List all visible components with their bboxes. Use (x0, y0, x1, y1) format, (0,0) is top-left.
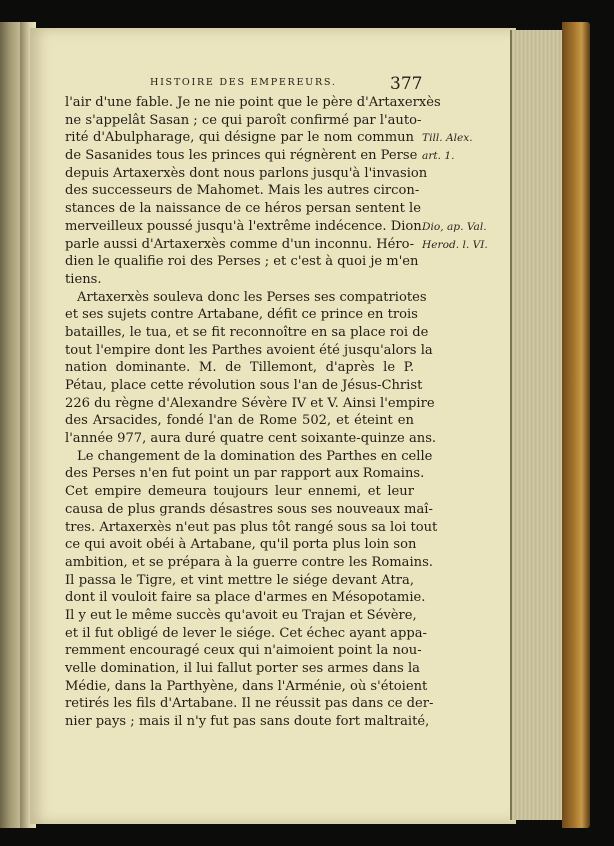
text-line: merveilleux poussé jusqu'à l'extrême indécence. Dion (65, 218, 422, 234)
text-line: Cet empire demeura toujours leur ennemi, et leur (65, 484, 414, 500)
text-line: des Arsacides, fondé l'an de Rome 502, et éteint en (65, 413, 414, 429)
text-line: 226 du règne d'Alexandre Sévère IV et V. Ainsi l'empire (65, 395, 435, 411)
text-line: des successeurs de Mahomet. Mais les autres circon- (65, 183, 420, 199)
text-line: retirés les fils d'Artabane. Il ne réussit pas dans ce der- (65, 696, 434, 712)
text-line: Le changement de la domination des Parthes en celle (77, 448, 433, 464)
text-line: Il passa le Tigre, et vint mettre le siége devant Atra, (65, 572, 414, 588)
text-line: l'année 977, aura duré quatre cent soixante-quinze ans. (65, 431, 437, 447)
text-line: et il fut obligé de lever le siége. Cet échec ayant appa- (65, 625, 427, 641)
text-line: Médie, dans la Parthyène, dans l'Arménie, où s'étoient (65, 678, 428, 694)
text-line: dont il vouloit faire sa place d'armes en Mésopotamie. (65, 590, 426, 606)
text-line: remment encouragé ceux qui n'aimoient point la nou- (65, 643, 422, 659)
text-line: et ses sujets contre Artabane, défit ce prince en trois (65, 307, 418, 323)
text-line: tiens. (65, 271, 102, 287)
text-line: ne s'appelât Sasan ; ce qui paroît confirmé par l'auto- (65, 112, 422, 128)
text-line: parle aussi d'Artaxerxès comme d'un inconnu. Héro- (65, 236, 414, 252)
text-line: nation dominante. M. de Tillemont, d'après le P. (65, 360, 414, 376)
text-line: tres. Artaxerxès n'eut pas plus tôt rangé sous sa loi tout (65, 519, 438, 535)
text-line: velle domination, il lui fallut porter ses armes dans la (65, 661, 420, 676)
text-line: Pétau, place cette révolution sous l'an de Jésus-Christ (65, 378, 423, 393)
text-line: de Sasanides tous les princes qui régnèrent en Perse (65, 148, 418, 164)
margin-note: Till. Alex. (422, 132, 473, 145)
running-head: HISTOIRE DES EMPEREURS. (150, 77, 337, 88)
text-line: tout l'empire dont les Parthes avoient été jusqu'alors la (65, 342, 433, 358)
text-line: causa de plus grands désastres sous ses nouveaux maî- (65, 501, 433, 517)
text-line: Artaxerxès souleva donc les Perses ses compatriotes (77, 289, 427, 305)
text-line: rité d'Abulpharage, qui désigne par le nom commun (65, 130, 414, 146)
text-line: l'air d'une fable. Je ne nie point que le père d'Artaxerxès (65, 95, 441, 110)
text-line: stances de la naissance de ce héros persan sentent le (65, 201, 421, 217)
text-line: ce qui avoit obéi à Artabane, qu'il porta plus loin son (65, 537, 417, 553)
text-line: batailles, le tua, et se fit reconnoître en sa place roi de (65, 324, 429, 340)
text-line: depuis Artaxerxès dont nous parlons jusqu'à l'invasion (65, 165, 428, 181)
page-number: 377 (390, 74, 423, 94)
margin-note: Dio, ap. Val. (422, 220, 487, 233)
text-line: nier pays ; mais il n'y fut pas sans doute fort maltraité, (65, 714, 430, 730)
text-line: Il y eut le même succès qu'avoit eu Trajan et Sévère, (65, 607, 417, 623)
text-line: des Perses n'en fut point un par rapport aux Romains. (65, 466, 425, 482)
text-line: dien le qualifie roi des Perses ; et c'est à quoi je m'en (65, 254, 419, 270)
margin-note: Herod. l. VI. (422, 238, 488, 251)
margin-note: art. 1. (422, 150, 455, 163)
text-line: ambition, et se prépara à la guerre contre les Romains. (65, 554, 433, 570)
book-cover-edge (562, 22, 590, 828)
